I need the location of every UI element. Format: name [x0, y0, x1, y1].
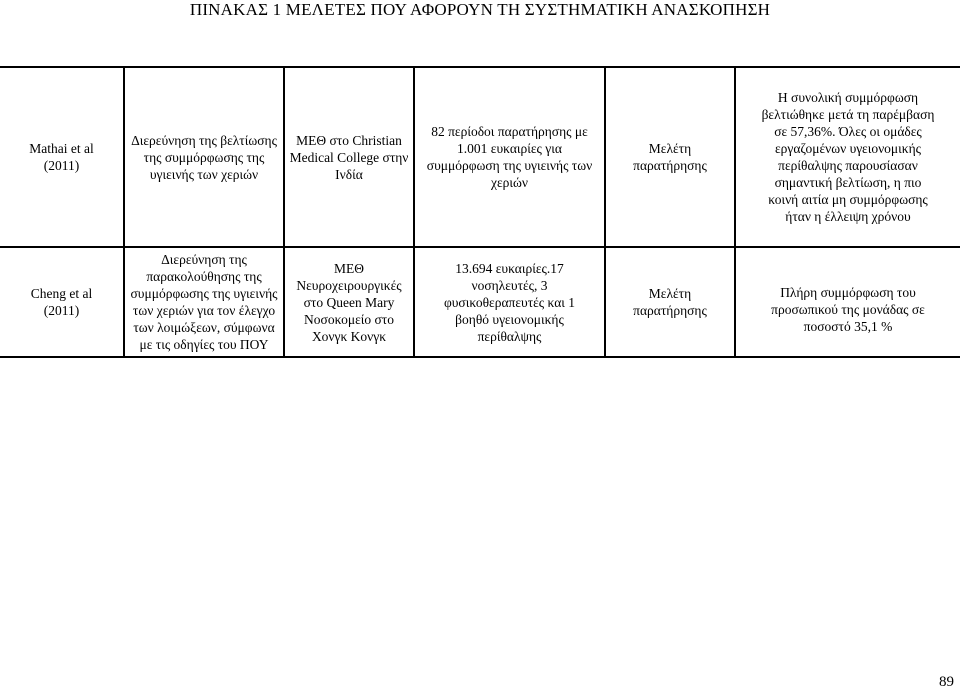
- page-number: 89: [939, 674, 954, 690]
- table-cell-design: Μελέτη παρατήρησης: [633, 286, 707, 318]
- table-cell-aim: Διερεύνηση της βελτίωσης της συμμόρφωσης της υγιεινής των χεριών: [131, 132, 277, 182]
- table-cell-author: Mathai et al (2011): [29, 141, 94, 173]
- table-cell-design: Μελέτη παρατήρησης: [633, 141, 707, 173]
- table-border-bottom: [0, 356, 960, 358]
- table-cell-author: Cheng et al (2011): [30, 286, 93, 318]
- table-cell-sample: 13.694 ευκαιρίες.17 νοσηλευτές, 3 φυσικοθεραπευτές και 1 βοηθό υγειονομικής περίθαλψης: [443, 260, 576, 344]
- table-cell-setting: ΜΕΘ στο Christian Medical College στην Ινδία: [289, 132, 409, 182]
- table-cell-aim: Διερεύνηση της παρακολούθησης της συμμόρφωσης της υγιεινής των χεριών για τον έλεγχο των λοιμώξεων, σύμφωνα με τις οδηγίες του ΠΟΥ: [130, 252, 278, 352]
- page-title: ΠΙΝΑΚΑΣ 1 ΜΕΛΕΤΕΣ ΠΟΥ ΑΦΟΡΟΥΝ ΤΗ ΣΥΣΤΗΜΑΤΙΚΗ ΑΝΑΣΚΟΠΗΣΗ: [189, 0, 771, 19]
- table-cell-results: Πλήρη συμμόρφωση του προσωπικού της μονάδας σε ποσοστό 35,1 %: [771, 285, 925, 334]
- table-cell-results: Η συνολική συμμόρφωση βελτιώθηκε μετά τη παρέμβαση σε 57,36%. Όλες οι ομάδες εργαζομένων υγειονομικής περίθαλψης παρουσίασαν σημαντική βελτίωση, η πιο κοινή αιτία μη συμμόρφωσης ήταν η έλλειψη χρόνου: [761, 90, 935, 224]
- table-cell-sample: 82 περίοδοι παρατήρησης με 1.001 ευκαιρίες για συμμόρφωση της υγιεινής των χεριών: [426, 124, 593, 190]
- table-cell-setting: ΜΕΘ Νευροχειρουργικές στο Queen Mary Νοσοκομείο στο Χονγκ Κονγκ: [296, 260, 402, 344]
